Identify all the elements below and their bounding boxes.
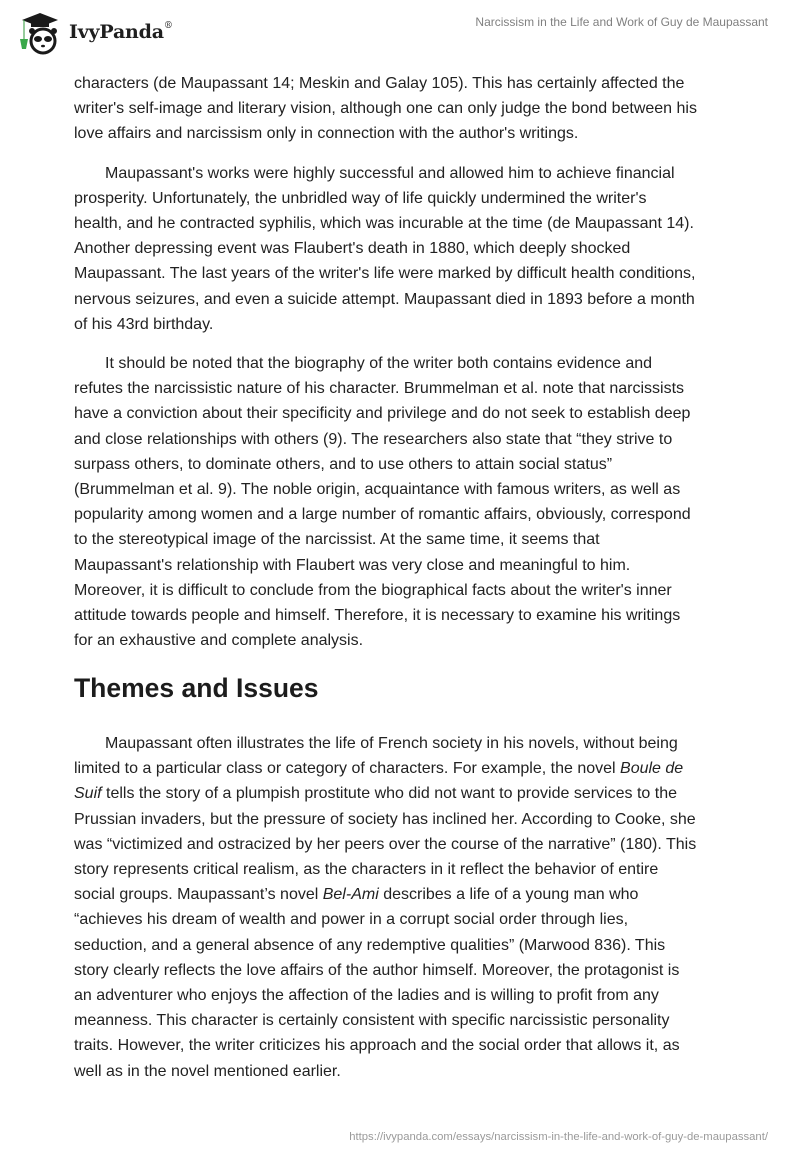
paragraph-financial-prosperity: Maupassant's works were highly successful and allowed him to achieve financial prosperity. Unfortunately, the unbridled way of life quickly undermined the writer's health, and he contracted syphilis, which was incurable at the time (de Maupassant 14). Another depressing event was Flaubert's death in 1880, which deeply shocked Maupassant. The last years of the writer's life were marked by difficult health conditions, nervous seizures, and even a suicide attempt. Maupassant died in 1893 before a month of his 43rd birthday.: [74, 164, 696, 333]
paragraph-continued: characters (de Maupassant 14; Meskin and Galay 105). This has certainly affected the writer's self-image and literary vision, although one can only judge the bond between his love affairs and narcissism only in connection with the author's writings.: [74, 75, 697, 143]
brand-name: IvyPanda®: [69, 20, 173, 43]
paragraph-themes: Maupassant often illustrates the life of French society in his novels, without being limited to a particular class or category of characters. For example, the novel Boule de Suif tells the story of a plumpish prostitute who did not want to provide services to the Prussian invaders, but the pressure of society has inclined her. According to Cooke, she was “victimized and ostracized by her peers over the course of the narrative” (180). This story represents critical realism, as the characters in it reflect the behavior of entire social groups. Maupassant’s novel Bel-Ami describes a life of a young man who “achieves his dream of wealth and power in a corrupt social order through lies, seduction, and a general absence of any redemptive qualities” (Marwood 836). This story clearly reflects the love affairs of the author himself. Moreover, the protagonist is an adventurer who enjoys the affection of the ladies and is willing to profit from any meanness. This character is certainly consistent with specific narcissistic personality traits. However, the writer criticizes his approach and the social order that allows it, as well as in the novel mentioned earlier.: [74, 735, 697, 1080]
novel-title-boule-de-suif: Boule de: [620, 760, 684, 778]
section-body: [74, 731, 764, 1084]
paragraph-biography-narcissism: It should be noted that the biography of the writer both contains evidence and refutes the narcissistic nature of his character. Brummelman et al. note that narcissists have a conviction about their specificity and privilege and do not seek to establish deep and close relationships with others (9). The researchers also state that “they strive to surpass others, to dominate others, and to use others to attain social status” (Brummelman et al. 9). The noble origin, acquaintance with famous writers, as well as popularity among women and a large number of romantic affairs, obviously, correspond to the stereotypical image of the narcissist. At the same time, it seems that Maupassant's relationship with Flaubert was very close and meaningful to him. Moreover, it is difficult to conclude from the biographical facts about the writer's inner attitude towards people and himself. Therefore, it is necessary to examine his writings for an exhaustive and complete analysis.: [74, 355, 691, 650]
ivypanda-logo[interactable]: [18, 9, 173, 55]
document-title: Narcissism in the Life and Work of Guy de Maupassant: [475, 15, 768, 29]
novel-title-boule-de-suif-cont: Suif: [74, 785, 102, 803]
source-url[interactable]: https://ivypanda.com/essays/narcissism-in-the-life-and-work-of-guy-de-maupassant/: [349, 1131, 768, 1143]
section-heading: Themes and Issues: [74, 673, 319, 703]
essay-body: [74, 71, 754, 653]
panda-graduation-cap-icon: [18, 9, 62, 55]
page-header: [0, 0, 800, 62]
novel-title-bel-ami: Bel-Ami: [322, 886, 379, 904]
